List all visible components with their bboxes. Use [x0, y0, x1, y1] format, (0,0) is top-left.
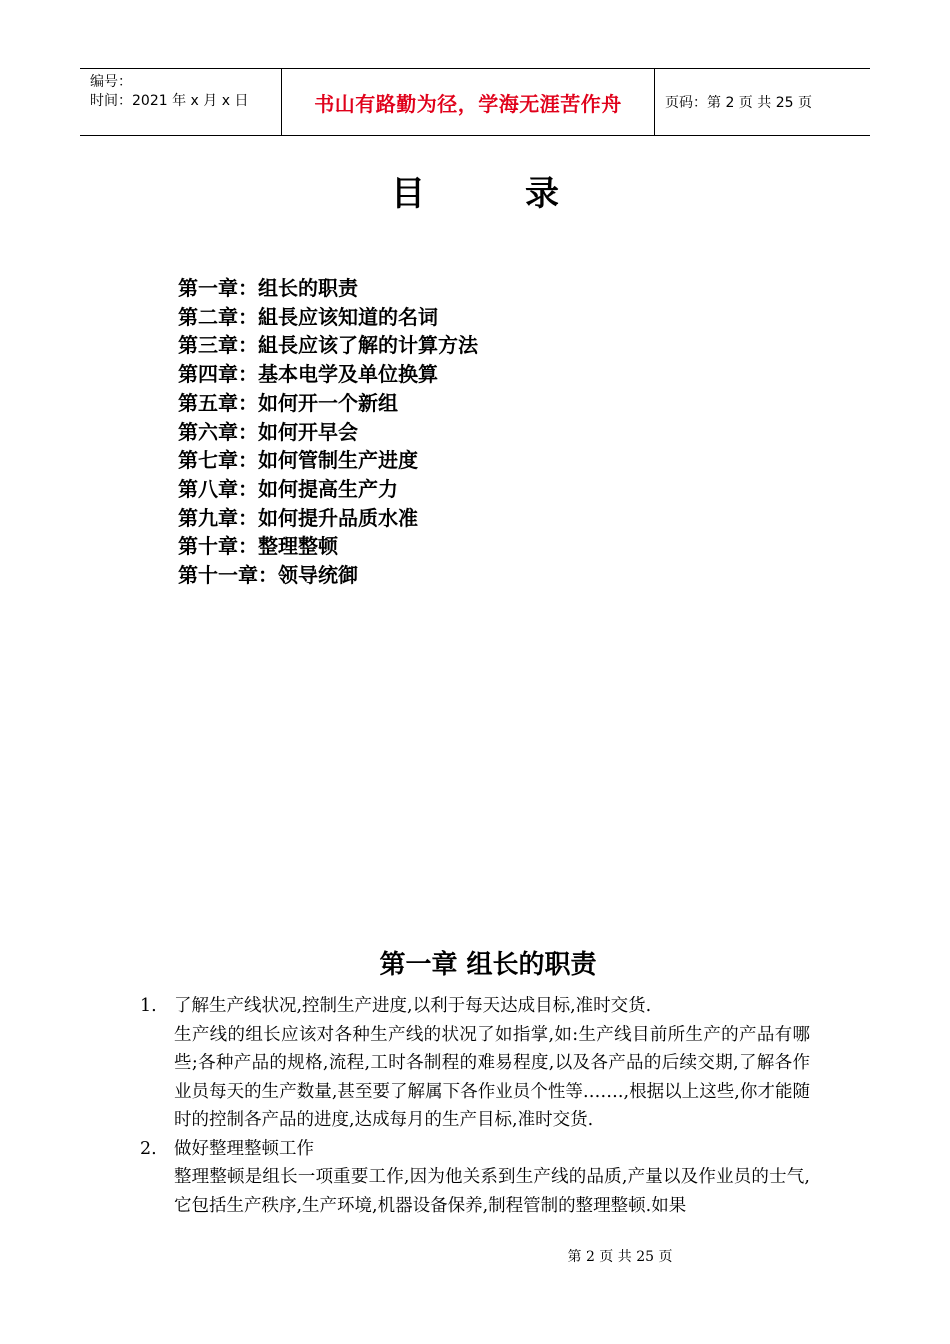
- item-content: [174, 992, 810, 1135]
- toc-item[interactable]: 第二章：組長应该知道的名词: [178, 304, 438, 329]
- page-footer: 第 2 页 共 25 页: [567, 1249, 673, 1265]
- chapter-title: 第一章 组长的职责: [379, 950, 597, 980]
- numbered-item: [140, 992, 810, 1135]
- item-paragraph: 整理整顿是组长一项重要工作,因为他关系到生产线的品质,产量以及作业员的士气,它包括生产秩序,生产环境,机器设备保养,制程管制的整理整顿.如果: [174, 1167, 810, 1216]
- chapter-body: [140, 992, 810, 1220]
- toc-item[interactable]: 第五章：如何开一个新组: [178, 390, 398, 415]
- toc-item[interactable]: 第八章：如何提高生产力: [178, 476, 398, 501]
- toc-item[interactable]: 第四章：基本电学及单位换算: [178, 362, 438, 387]
- page-header: [80, 68, 870, 136]
- toc-item[interactable]: 第九章：如何提升品质水准: [178, 505, 418, 530]
- header-page-number: 页码：第 2 页 共 25 页: [665, 95, 812, 111]
- numbered-item: [140, 1135, 810, 1221]
- document-code-label: 编号：: [90, 74, 132, 90]
- header-motto-cell: [282, 69, 655, 135]
- item-number: 2.: [140, 1138, 157, 1159]
- header-motto: 书山有路勤为径，学海无涯苦作舟: [314, 91, 622, 116]
- toc-item[interactable]: 第十章：整理整顿: [178, 534, 338, 559]
- item-content: [174, 1135, 810, 1221]
- header-page-cell: [655, 69, 870, 135]
- toc-item[interactable]: 第三章：組長应该了解的计算方法: [178, 333, 478, 358]
- toc-item[interactable]: 第十一章：领导统御: [178, 563, 358, 588]
- item-heading: 做好整理整顿工作: [174, 1138, 314, 1159]
- toc-item[interactable]: 第一章：组长的职责: [178, 276, 358, 300]
- item-paragraph: 生产线的组长应该对各种生产线的状况了如指掌,如:生产线目前所生产的产品有哪些;各种产品的规格,流程,工时各制程的难易程度,以及各产品的后续交期,了解各作业员每天的生产数量,甚至要了解属下各作业员个性等…….,根据以上这些,你才能随时的控制各产品的进度,达成每月的生产目标,准时交货.: [174, 1024, 810, 1130]
- item-heading: 了解生产线状况,控制生产进度,以利于每天达成目标,准时交货.: [174, 996, 652, 1016]
- document-time-label: 时间：2021 年 x 月 x 日: [90, 93, 249, 109]
- toc-item[interactable]: 第六章：如何开早会: [178, 419, 358, 444]
- header-info-cell: [80, 69, 282, 135]
- item-number: 1.: [140, 996, 157, 1016]
- toc-list: [178, 274, 478, 590]
- toc-item[interactable]: 第七章：如何管制生产进度: [178, 448, 418, 473]
- toc-title: 目录: [391, 174, 659, 214]
